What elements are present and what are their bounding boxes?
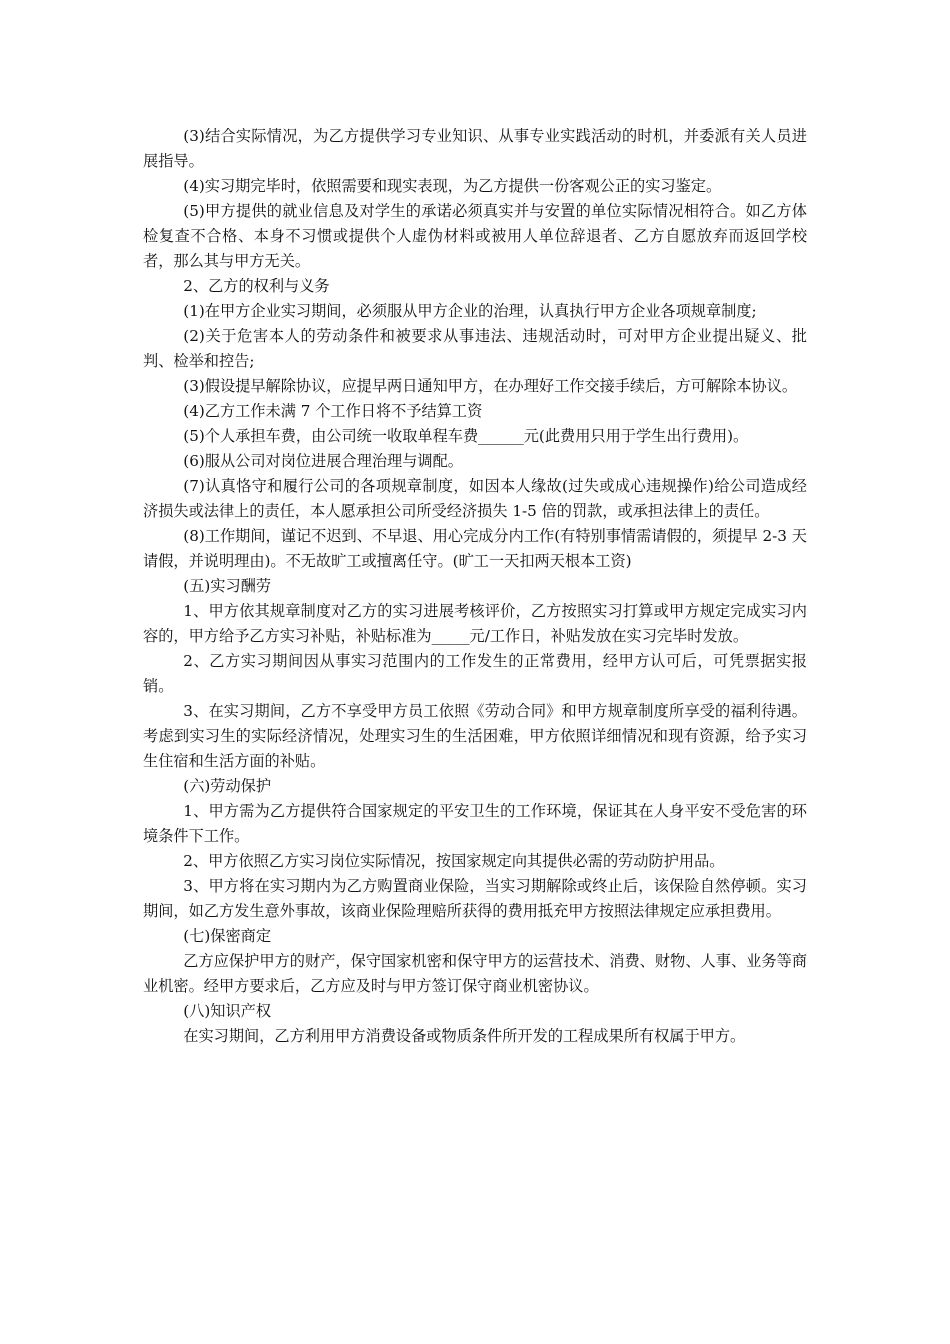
paragraph-b-3-early-termination: (3)假设提早解除协议，应提早两日通知甲方，在办理好工作交接手续后，方可解除本协议。 — [183, 377, 798, 395]
section-heading-internship-pay: (五)实习酬劳 — [183, 577, 272, 595]
paragraph-b-8-attendance: (8)工作期间，谨记不迟到、不早退、用心完成分内工作(有特别事情需请假的，须提早 2-3 天请假，并说明理由)。不无故旷工或擅离任守。(旷工一天扣两天根本工资) — [143, 527, 807, 570]
paragraph-protection-1-environment: 1、甲方需为乙方提供符合国家规定的平安卫生的工作环境，保证其在人身平安不受危害的环境条件下工作。 — [143, 802, 807, 845]
paragraph-b-2-objection-rights: (2)关于危害本人的劳动条件和被要求从事违法、违规活动时，可对甲方企业提出疑义、批判、检举和控告; — [143, 327, 807, 370]
paragraph-pay-3-benefits: 3、在实习期间，乙方不享受甲方员工依照《劳动合同》和甲方规章制度所享受的福利待遇。考虑到实习生的实际经济情况，处理实习生的生活困难，甲方依照详细情况和现有资源，给予实习生住宿和生活方面的补贴。 — [143, 702, 807, 770]
paragraph-confidentiality: 乙方应保护甲方的财产，保守国家机密和保守甲方的运营技术、消费、财物、人事、业务等商业机密。经甲方要求后，乙方应及时与甲方签订保守商业机密协议。 — [143, 952, 807, 995]
paragraph-pay-1-subsidy: 1、甲方依其规章制度对乙方的实习进展考核评价，乙方按照实习打算或甲方规定完成实习内容的，甲方给予乙方实习补贴，补贴标准为_____元/工作日，补贴发放在实习完毕时发放。 — [143, 602, 807, 645]
section-heading-party-b-rights: 2、乙方的权利与义务 — [183, 277, 330, 295]
paragraph-protection-2-equipment: 2、甲方依照乙方实习岗位实际情况，按国家规定向其提供必需的劳动防护用品。 — [183, 852, 725, 870]
paragraph-pay-2-reimbursement: 2、乙方实习期间因从事实习范围内的工作发生的正常费用，经甲方认可后，可凭票据实报销。 — [143, 652, 807, 695]
paragraph-b-7-rules-liability: (7)认真恪守和履行公司的各项规章制度，如因本人缘故(过失或成心违规操作)给公司造成经济损失或法律上的责任，本人愿承担公司所受经济损失 1-5 倍的罚款，或承担法律上的责任。 — [143, 477, 807, 520]
paragraph-item-3-training: (3)结合实际情况，为乙方提供学习专业知识、从事专业实践活动的时机，并委派有关人员进展指导。 — [143, 127, 807, 170]
document-page — [143, 124, 807, 1049]
paragraph-intellectual-property: 在实习期间，乙方利用甲方消费设备或物质条件所开发的工程成果所有权属于甲方。 — [183, 1027, 746, 1045]
paragraph-b-4-wage-settlement: (4)乙方工作未满 7 个工作日将不予结算工资 — [183, 402, 483, 420]
paragraph-protection-3-insurance: 3、甲方将在实习期内为乙方购置商业保险，当实习期解除或终止后，该保险自然停顿。实习期间，如乙方发生意外事故，该商业保险理赔所获得的费用抵充甲方按照法律规定应承担费用。 — [143, 877, 807, 920]
section-heading-confidentiality: (七)保密商定 — [183, 927, 272, 945]
paragraph-b-6-position-management: (6)服从公司对岗位进展合理治理与调配。 — [183, 452, 463, 470]
paragraph-item-4-appraisal: (4)实习期完毕时，依照需要和现实表现，为乙方提供一份客观公正的实习鉴定。 — [183, 177, 722, 195]
section-heading-labor-protection: (六)劳动保护 — [183, 777, 272, 795]
paragraph-item-5-employment-info: (5)甲方提供的就业信息及对学生的承诺必须真实并与安置的单位实际情况相符合。如乙方体检复查不合格、本身不习惯或提供个人虚伪材料或被用人单位辞退者、乙方自愿放弃而返回学校者，那么其与甲方无关。 — [143, 202, 807, 270]
section-heading-intellectual-property: (八)知识产权 — [183, 1002, 272, 1020]
paragraph-b-1-obey-management: (1)在甲方企业实习期间，必须服从甲方企业的治理，认真执行甲方企业各项规章制度; — [183, 302, 757, 320]
paragraph-b-5-fare: (5)个人承担车费，由公司统一收取单程车费______元(此费用只用于学生出行费用)。 — [183, 427, 749, 445]
